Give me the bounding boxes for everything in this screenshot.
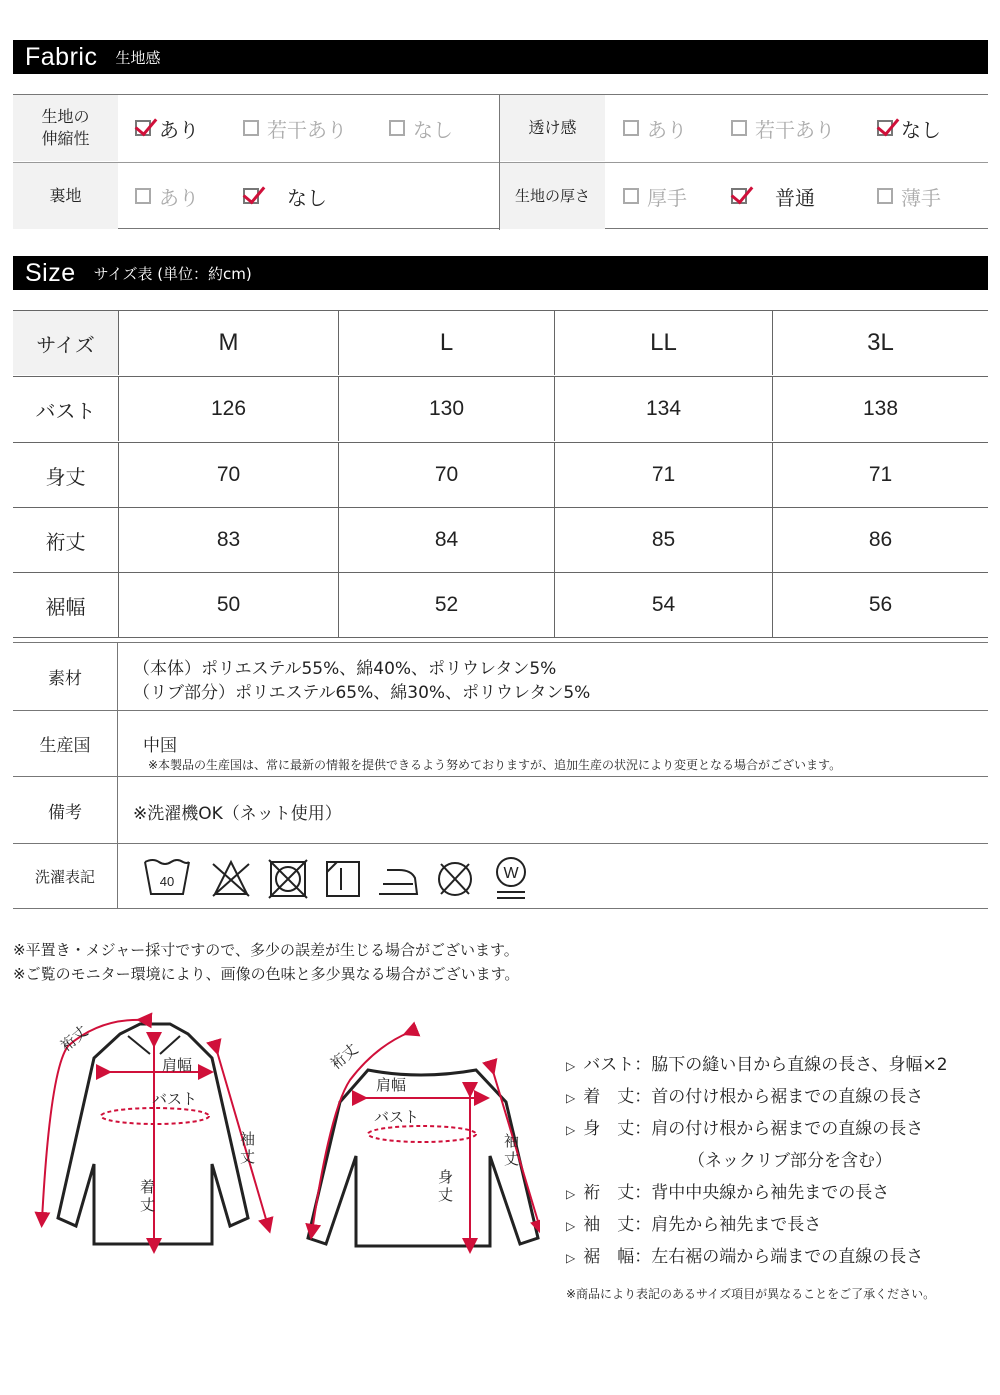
no-tumble-dry-icon bbox=[269, 860, 307, 898]
size-header-row bbox=[13, 310, 988, 375]
care-row bbox=[13, 843, 988, 909]
yuki-label: 裄丈 bbox=[57, 1021, 92, 1056]
row-label: 裾幅 bbox=[45, 594, 86, 619]
size-row-bust bbox=[13, 376, 988, 441]
fabric-divider bbox=[499, 95, 500, 230]
fabric-title: Fabric bbox=[25, 42, 98, 71]
row-label: 身丈 bbox=[45, 464, 86, 489]
checkbox-icon bbox=[877, 188, 893, 204]
remarks-value: ※洗濯機OK（ネット使用） bbox=[133, 804, 342, 824]
katahaba-label-2: 肩幅 bbox=[376, 1076, 407, 1094]
material-label: 素材 bbox=[13, 643, 118, 710]
origin-row bbox=[13, 710, 988, 776]
size-row-sleeve bbox=[13, 507, 988, 572]
bust-label: バスト bbox=[152, 1090, 198, 1108]
size-title: Size bbox=[25, 258, 76, 287]
sode-label-2: 丈 bbox=[240, 1148, 256, 1166]
cell: 70 bbox=[118, 443, 338, 507]
sheer-option-no: なし bbox=[877, 95, 941, 161]
cell: 130 bbox=[338, 377, 554, 441]
checkbox-icon bbox=[243, 120, 259, 136]
checkbox-icon bbox=[623, 120, 639, 136]
thickness-option-normal: 普通 bbox=[731, 163, 815, 229]
note-1: ※平置き・メジャー採寸ですので、多少の誤差が生じる場合がございます。 bbox=[13, 941, 519, 959]
legend-yuki: ▷ 裄 丈：背中中央線から袖先までの長さ bbox=[566, 1183, 890, 1203]
lining-label: 裏地 bbox=[13, 163, 118, 229]
size-col-m: M bbox=[118, 311, 338, 375]
cell: 70 bbox=[338, 443, 554, 507]
cell: 50 bbox=[118, 573, 338, 637]
cell: 134 bbox=[554, 377, 772, 441]
cell: 71 bbox=[554, 443, 772, 507]
stretch-option-yes: あり bbox=[135, 95, 199, 161]
low-iron-icon bbox=[379, 870, 417, 894]
kitake-label-2: 丈 bbox=[140, 1196, 156, 1214]
garment-diagrams bbox=[20, 1010, 540, 1270]
cell: 86 bbox=[772, 508, 988, 572]
sheer-option-yes: あり bbox=[623, 95, 687, 161]
thickness-label: 生地の厚さ bbox=[500, 163, 605, 229]
legend-bust: ▷ バスト：脇下の縫い目から直線の長さ、身幅×2 bbox=[566, 1055, 948, 1075]
legend-mitake: ▷ 身 丈：肩の付け根から裾までの直線の長さ bbox=[566, 1119, 924, 1139]
sheer-label: 透け感 bbox=[500, 95, 605, 161]
material-text: （本体）ポリエステル55%、綿40%、ポリウレタン5% （リブ部分）ポリエステル65%、綿30%、ポリウレタン5% bbox=[133, 659, 591, 703]
care-icons bbox=[141, 850, 541, 906]
size-row-hem bbox=[13, 572, 988, 637]
row-label: バスト bbox=[35, 398, 96, 423]
checked-box-icon bbox=[135, 120, 151, 136]
legend-kitake: ▷ 着 丈：首の付け根から裾までの直線の長さ bbox=[566, 1087, 924, 1107]
no-dry-clean-icon bbox=[439, 863, 471, 895]
size-row-length bbox=[13, 442, 988, 507]
cell: 138 bbox=[772, 377, 988, 441]
stretch-option-no: なし bbox=[389, 95, 453, 161]
legend-suso: ▷ 裾 幅：左右裾の端から端までの直線の長さ bbox=[566, 1247, 924, 1267]
cell: 83 bbox=[118, 508, 338, 572]
fabric-subtitle: 生地感 bbox=[115, 48, 161, 67]
row-label: 裄丈 bbox=[45, 529, 86, 554]
note-2: ※ご覧のモニター環境により、画像の色味と多少異なる場合がございます。 bbox=[13, 965, 520, 983]
sode-label-4: 丈 bbox=[504, 1150, 520, 1168]
size-header bbox=[13, 256, 988, 290]
size-subtitle: サイズ表 (単位：約cm) bbox=[93, 264, 252, 283]
fabric-header bbox=[13, 40, 988, 74]
size-col-l: L bbox=[338, 311, 554, 375]
checkbox-icon bbox=[731, 120, 747, 136]
sode-label-1: 袖 bbox=[240, 1130, 256, 1148]
origin-note: ※本製品の生産国は、常に最新の情報を提供できるよう努めておりますが、追加生産の状況により変更となる場合がございます。 bbox=[148, 758, 842, 772]
size-col-3l: 3L bbox=[772, 311, 988, 375]
size-col-ll: LL bbox=[554, 311, 772, 375]
stretch-option-slight: 若干あり bbox=[243, 95, 347, 161]
origin-value: 中国 bbox=[143, 736, 177, 756]
sode-label-3: 袖 bbox=[504, 1132, 520, 1150]
kitake-label-1: 着 bbox=[140, 1178, 156, 1196]
drip-dry-shade-icon bbox=[327, 862, 359, 896]
care-label: 洗濯表記 bbox=[13, 844, 118, 908]
sheer-option-slight: 若干あり bbox=[731, 95, 835, 161]
thickness-option-thin: 薄手 bbox=[877, 163, 941, 229]
wash-40-icon bbox=[145, 860, 189, 894]
no-bleach-icon bbox=[213, 862, 249, 896]
wash-temp-label: 40 bbox=[159, 874, 175, 889]
checked-box-icon bbox=[877, 120, 893, 136]
remarks-label: 備考 bbox=[13, 777, 118, 843]
checkbox-icon bbox=[135, 188, 151, 204]
checked-box-icon bbox=[243, 188, 259, 204]
fabric-row-2 bbox=[13, 162, 988, 229]
size-header-label: サイズ bbox=[13, 311, 118, 375]
wet-clean-letter: W bbox=[503, 865, 519, 882]
fabric-row-1 bbox=[13, 95, 988, 162]
checked-box-icon bbox=[731, 188, 747, 204]
remarks-row bbox=[13, 776, 988, 843]
legend-mitake-note: （ネックリブ部分を含む） bbox=[688, 1151, 892, 1171]
legend-sode: ▷ 袖 丈：肩先から袖先まで長さ bbox=[566, 1215, 822, 1235]
lining-option-no: なし bbox=[243, 163, 327, 229]
mitake-label-1: 身 bbox=[438, 1168, 454, 1186]
lining-option-yes: あり bbox=[135, 163, 199, 229]
checkbox-icon bbox=[389, 120, 405, 136]
checkbox-icon bbox=[623, 188, 639, 204]
mitake-label-2: 丈 bbox=[438, 1186, 454, 1204]
cell: 126 bbox=[118, 377, 338, 441]
bust-label-2: バスト bbox=[374, 1108, 420, 1126]
cell: 56 bbox=[772, 573, 988, 637]
yuki-label-2: 裄丈 bbox=[327, 1039, 362, 1074]
fabric-table bbox=[13, 94, 988, 229]
origin-label: 生産国 bbox=[13, 711, 118, 776]
stretch-label: 生地の 伸縮性 bbox=[13, 95, 118, 161]
cell: 52 bbox=[338, 573, 554, 637]
cell: 85 bbox=[554, 508, 772, 572]
material-row bbox=[13, 642, 988, 710]
cell: 54 bbox=[554, 573, 772, 637]
katahaba-label: 肩幅 bbox=[162, 1056, 193, 1074]
cell: 84 bbox=[338, 508, 554, 572]
size-table-bottom bbox=[13, 637, 988, 638]
wet-clean-icon bbox=[497, 858, 525, 898]
thickness-option-thick: 厚手 bbox=[623, 163, 687, 229]
cell: 71 bbox=[772, 443, 988, 507]
legend-footnote: ※商品により表記のあるサイズ項目が異なることをご了承ください。 bbox=[566, 1287, 936, 1301]
